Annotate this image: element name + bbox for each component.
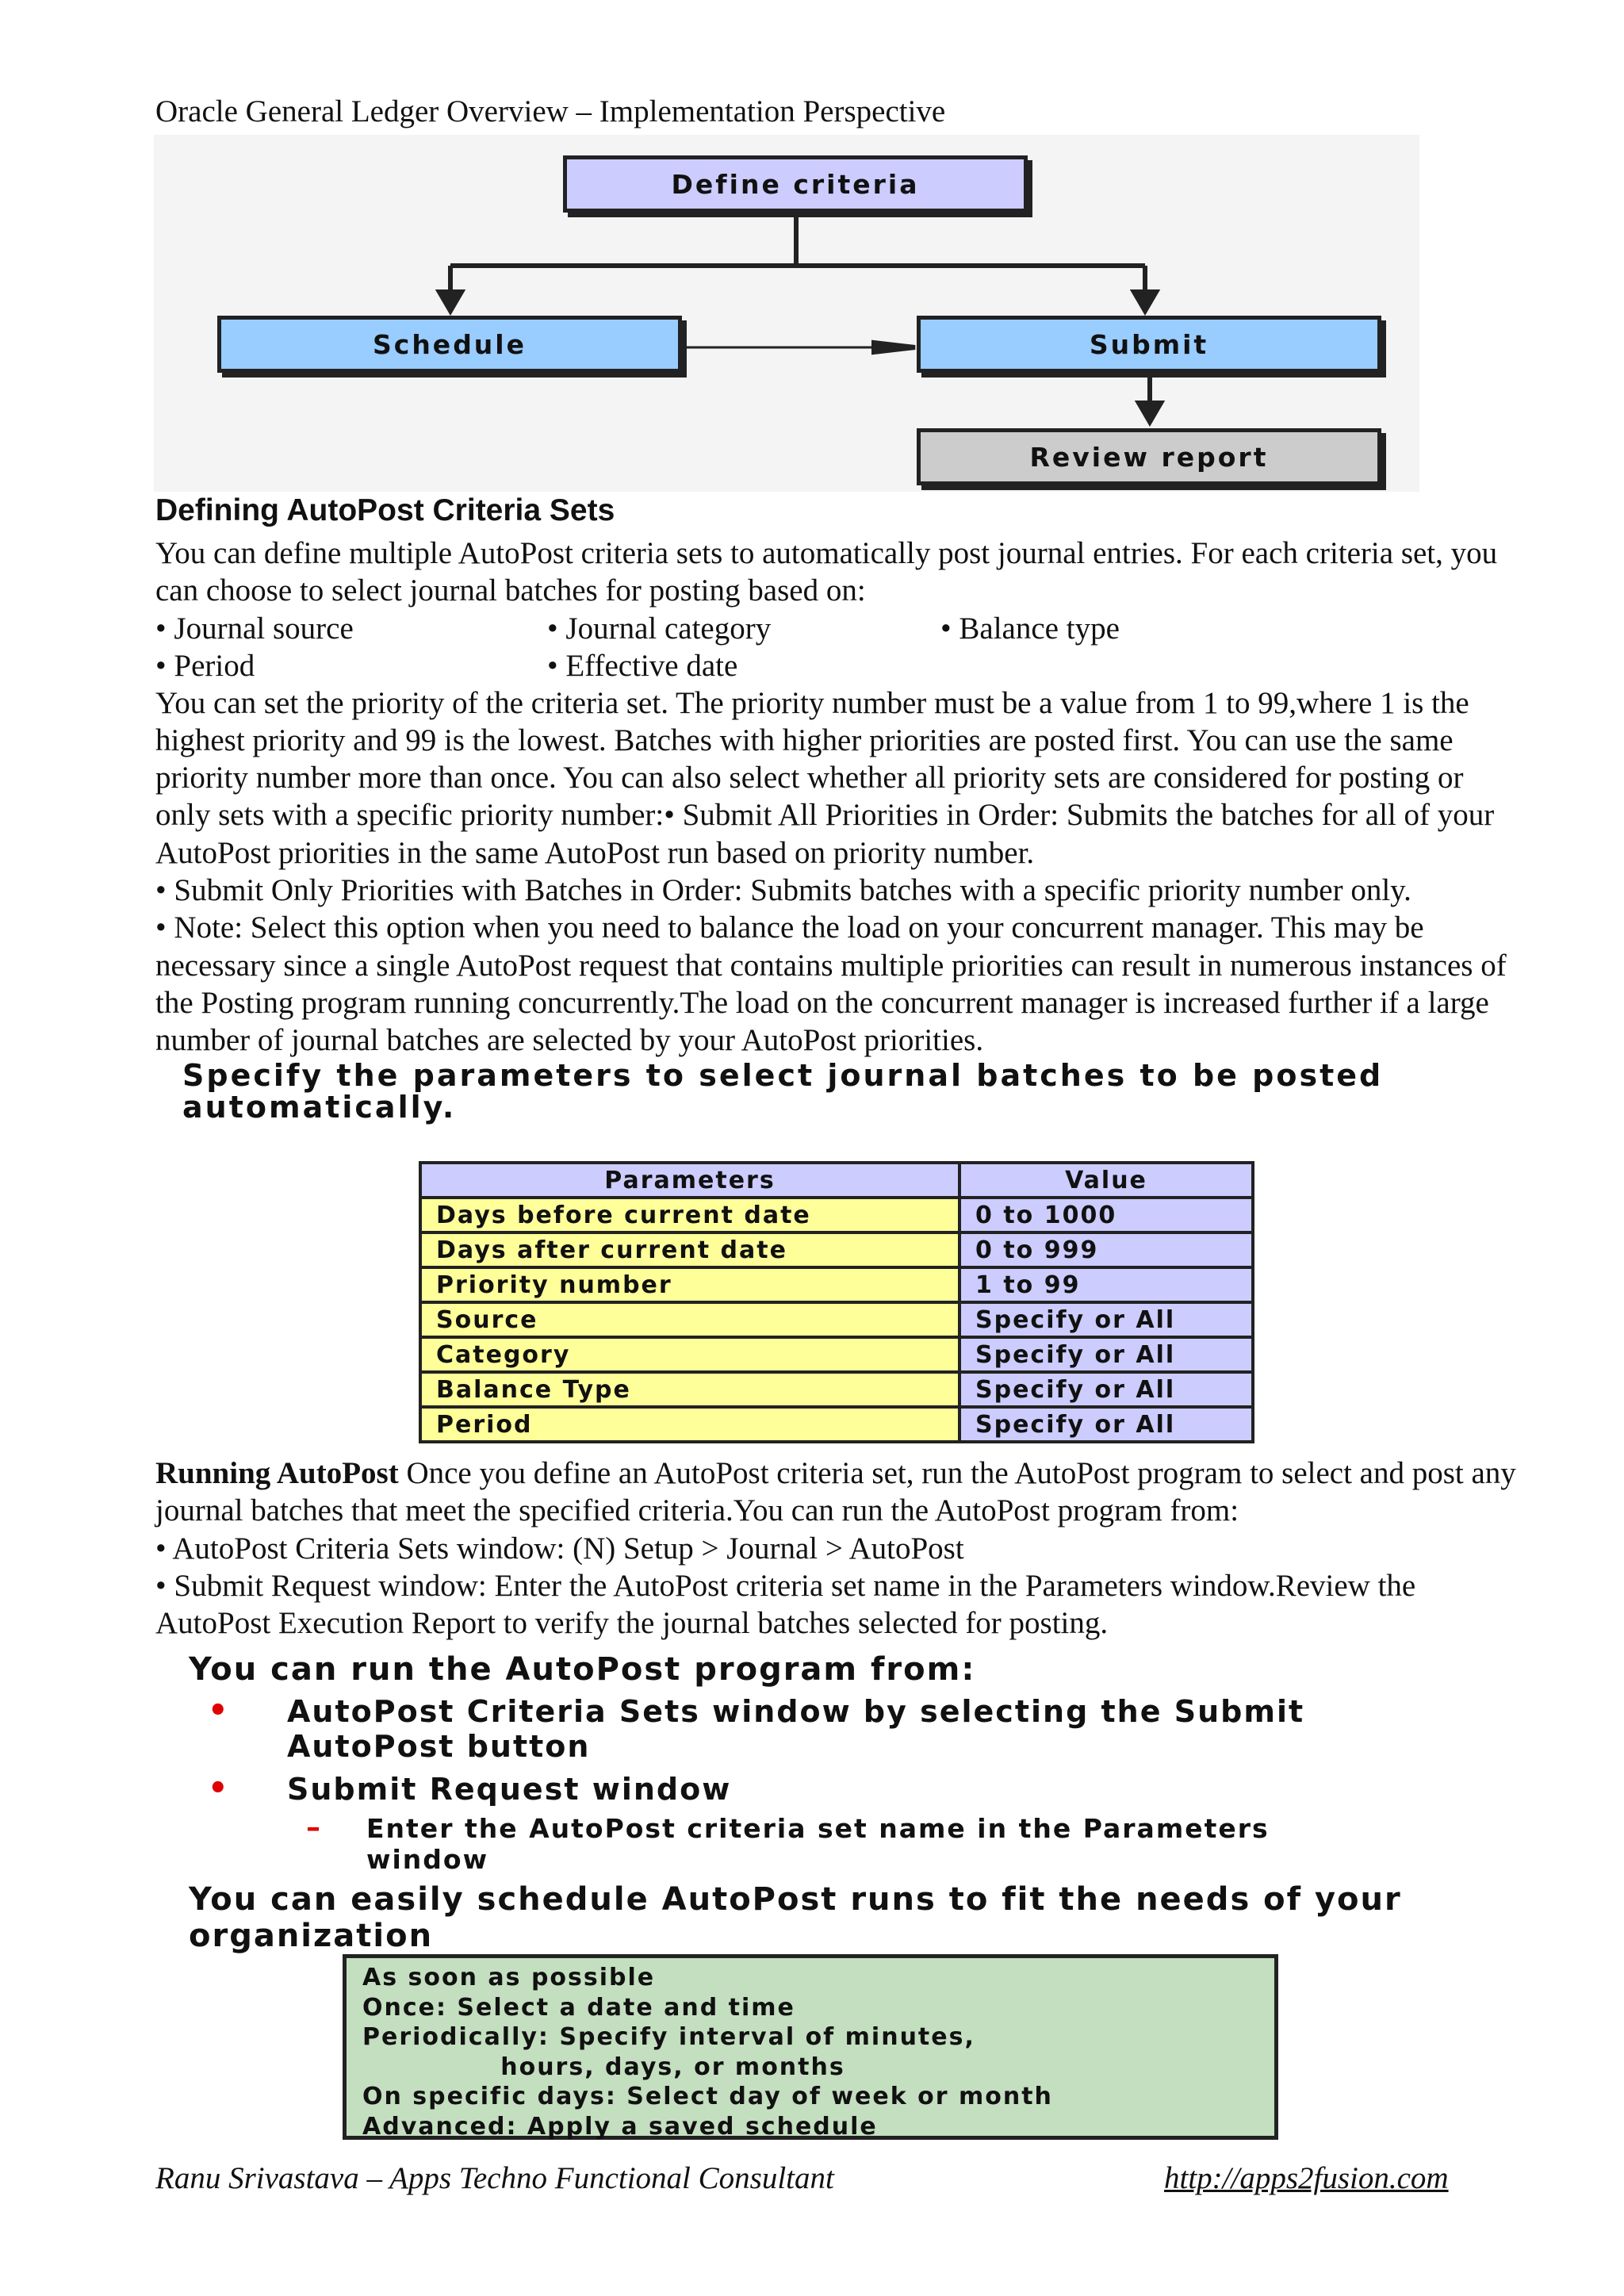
table-row: [420, 1372, 1253, 1407]
schedule-heading: You can easily schedule AutoPost runs to fit the needs of your organization: [189, 1881, 1402, 1954]
param-cell: Days before current date: [420, 1198, 959, 1232]
col-header-value: Value: [959, 1163, 1253, 1198]
section-intro: You can define multiple AutoPost criteria sets to automatically post journal entries. For each criteria set, you can choose to select journal batches for posting based on:: [155, 536, 1498, 608]
dash-bullet-icon: –: [306, 1811, 320, 1844]
bullet-period: • Period: [155, 648, 255, 683]
autopost-flowchart: [154, 135, 1419, 492]
param-cell: Period: [420, 1407, 959, 1442]
bullet-effective-date: • Effective date: [547, 648, 738, 683]
table-row: [420, 1232, 1253, 1267]
priority-paragraph: You can set the priority of the criteria set. The priority number must be a value from 1 to 99,where 1 is the highest priority and 99 is the lowest. Batches with higher priorities are posted first. You can use the same priority number more than once. You can also select whether all priority sets are considered for posting or only sets with a specific priority number:• Submit All Priorities in Order: Submits the batches for all of your AutoPost priorities in the same AutoPost run based on priority number.: [155, 685, 1495, 870]
bullet-balance-type: • Balance type: [940, 611, 1120, 646]
bullet-journal-source: • Journal source: [155, 611, 354, 646]
arrowhead-schedule: [439, 292, 462, 311]
bullet-row-1: [155, 610, 1519, 647]
schedule-option-once: Once: Select a date and time: [362, 1993, 795, 2022]
run-from-subitem-parameters: Enter the AutoPost criteria set name in the Parameters window: [366, 1813, 1270, 1875]
schedule-option-specific-days: On specific days: Select day of week or month: [362, 2083, 1053, 2110]
running-text: Once you define an AutoPost criteria set, run the AutoPost program to select and post any journal batches that meet the specified criteria.You can run the AutoPost program from:: [155, 1456, 1516, 1528]
value-cell: 0 to 999: [959, 1232, 1253, 1267]
params-table: [419, 1161, 1254, 1443]
section-body: [155, 535, 1519, 1060]
running-line-submit-request: • Submit Request window: Enter the AutoPost criteria set name in the Parameters window.Review the AutoPost Execution Report to verify the journal batches selected for posting.: [155, 1568, 1416, 1641]
run-from-heading: You can run the AutoPost program from:: [189, 1651, 976, 1688]
running-section: [155, 1455, 1519, 1642]
bullet-journal-category: • Journal category: [547, 611, 772, 646]
section-title: Defining AutoPost Criteria Sets: [155, 493, 615, 527]
value-cell: 1 to 99: [959, 1267, 1253, 1302]
run-from-item-submit-request: Submit Request window: [287, 1772, 732, 1807]
flow-node-submit: Submit: [917, 316, 1381, 373]
schedule-option-periodically-cont: hours, days, or months: [362, 2053, 845, 2081]
schedule-option-advanced: Advanced: Apply a saved schedule: [362, 2112, 878, 2141]
running-lead: Running AutoPost: [155, 1456, 399, 1490]
param-cell: Category: [420, 1337, 959, 1372]
value-cell: Specify or All: [959, 1407, 1253, 1442]
param-cell: Source: [420, 1302, 959, 1337]
value-cell: 0 to 1000: [959, 1198, 1253, 1232]
table-row: [420, 1267, 1253, 1302]
schedule-option-periodically: Periodically: Specify interval of minutes,: [362, 2023, 975, 2051]
param-cell: Priority number: [420, 1267, 959, 1302]
footer-author: Ranu Srivastava – Apps Techno Functional Consultant: [155, 2161, 834, 2195]
param-cell: Days after current date: [420, 1232, 959, 1267]
value-cell: Specify or All: [959, 1372, 1253, 1407]
flow-node-schedule: Schedule: [217, 316, 682, 373]
table-row: [420, 1337, 1253, 1372]
params-heading: Specify the parameters to select journal batches to be posted automatically.: [182, 1058, 1384, 1125]
running-line-criteria-window: • AutoPost Criteria Sets window: (N) Setup > Journal > AutoPost: [155, 1531, 964, 1566]
page-header-title: Oracle General Ledger Overview – Implementation Perspective: [155, 94, 946, 128]
bullet-dot-icon: •: [208, 1770, 228, 1807]
col-header-parameters: Parameters: [420, 1163, 959, 1198]
params-table-header: [420, 1163, 1253, 1198]
table-row: [420, 1302, 1253, 1337]
table-row: [420, 1198, 1253, 1232]
value-cell: Specify or All: [959, 1302, 1253, 1337]
submit-only-paragraph: • Submit Only Priorities with Batches in Order: Submits batches with a specific priority number only.: [155, 873, 1411, 908]
arrowhead-submit: [1134, 292, 1156, 311]
flow-node-define-criteria: Define criteria: [563, 155, 1028, 213]
bullet-dot-icon: •: [208, 1692, 228, 1729]
footer-url-link[interactable]: http://apps2fusion.com: [1164, 2161, 1449, 2195]
run-from-item-criteria-sets: AutoPost Criteria Sets window by selecting the Submit AutoPost button: [287, 1694, 1305, 1764]
schedule-option-asap: As soon as possible: [362, 1964, 656, 1991]
note-paragraph: • Note: Select this option when you need to balance the load on your concurrent manager. This may be necessary since a single AutoPost request that contains multiple priorities can result in numerous instances of the Posting program running concurrently.The load on the concurrent manager is increased further if a large number of journal batches are selected by your AutoPost priorities.: [155, 910, 1507, 1058]
params-table-wrap: [419, 1161, 1254, 1443]
table-row: [420, 1407, 1253, 1442]
value-cell: Specify or All: [959, 1337, 1253, 1372]
arrowhead-review: [1139, 403, 1161, 422]
param-cell: Balance Type: [420, 1372, 959, 1407]
bullet-row-2: [155, 647, 1519, 684]
running-paragraph: [155, 1455, 1519, 1530]
arrowhead-schedule-submit: [874, 343, 915, 352]
schedule-options-box: [343, 1954, 1278, 2140]
flow-node-review-report: Review report: [917, 428, 1381, 485]
